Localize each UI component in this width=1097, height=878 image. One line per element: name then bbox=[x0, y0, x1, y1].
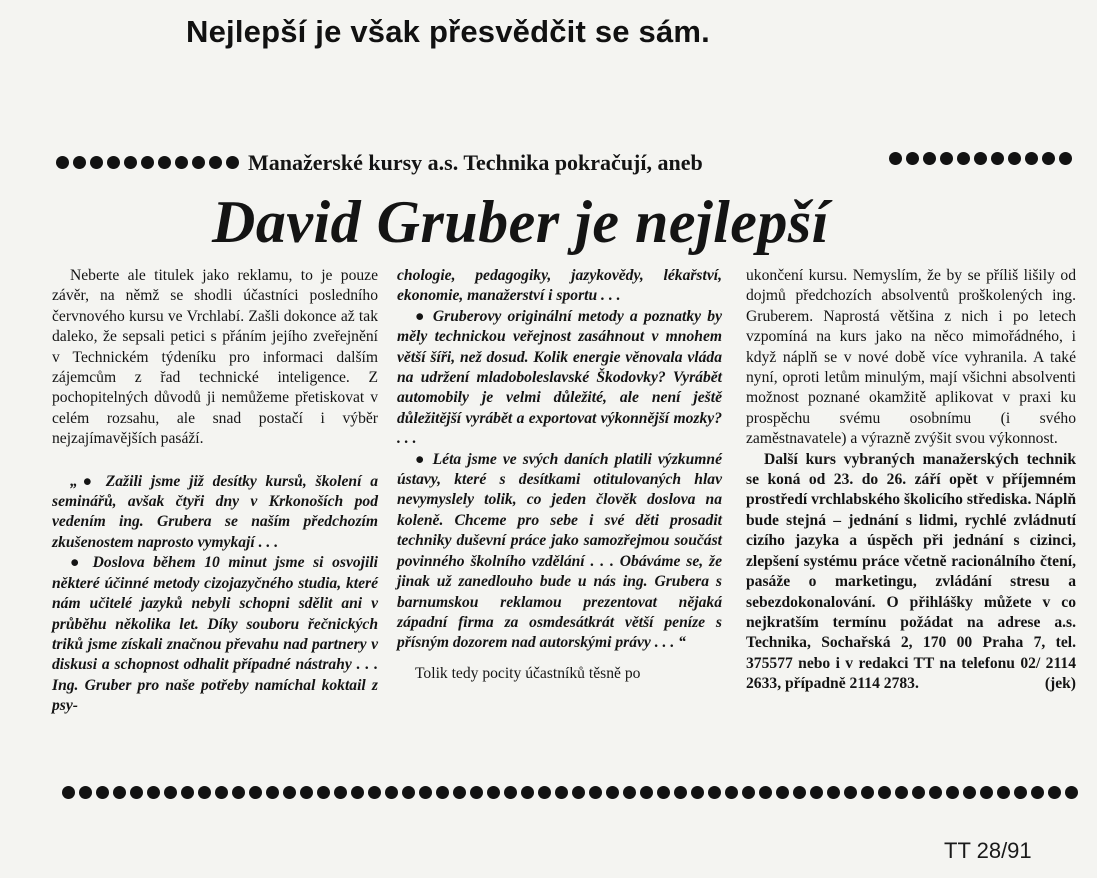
bullet-dot bbox=[192, 156, 205, 169]
bullet-dot bbox=[1014, 786, 1027, 799]
bullet-dot bbox=[725, 786, 738, 799]
bullet-dot bbox=[963, 786, 976, 799]
bullet-dot bbox=[640, 786, 653, 799]
bullet-dot bbox=[606, 786, 619, 799]
bullet-dot bbox=[974, 152, 987, 165]
bullet-dot bbox=[73, 156, 86, 169]
bullet-dot bbox=[158, 156, 171, 169]
bullet-dot bbox=[385, 786, 398, 799]
bullet-dot bbox=[56, 156, 69, 169]
bullet-dot bbox=[124, 156, 137, 169]
bullet-dot bbox=[589, 786, 602, 799]
bullet-dot bbox=[90, 156, 103, 169]
bullet-dot bbox=[946, 786, 959, 799]
bullet-dot bbox=[300, 786, 313, 799]
bullet-dot bbox=[226, 156, 239, 169]
course-notice-text: Další kurs vybraných manažerských technik se koná od 23. do 26. září opět v příjemném prostředí vrchlabského školicího střediska. Náplň bude stejná – jednání s lidmi, rychlé zvládnutí cizího jazyka a úspěch při jednání s cizinci, zlepšení systému práce včetně racionálního čtení, pasáže o marketingu, zvládání stresu a sebezdokonalování. O přihlášky můžete v co nejkratším termínu požádat na adrese a.s. Technika, Sochařská 2, 170 00 Praha 7, tel. 375577 nebo i v redakci TT na telefonu 02/ 2114 2633, případně 2114 2783. bbox=[746, 450, 1076, 693]
bullet-dot bbox=[164, 786, 177, 799]
bullet-dot bbox=[1025, 152, 1038, 165]
bullet-dot bbox=[1048, 786, 1061, 799]
bullet-dot bbox=[209, 156, 222, 169]
bullet-dot bbox=[657, 786, 670, 799]
bullet-dot bbox=[79, 786, 92, 799]
bullet-dot bbox=[215, 786, 228, 799]
quote-paragraph: ● Doslova během 10 minut jsme si osvojili některé účinné metody cizojazyčného studia, které nám učitelé jazyků nebyli schopni sdělit ani v průběhu několika let. Díky souboru řečnických triků jsme získali značnou převahu nad partnery v diskusi a schopnost odhalit případné nástrahy . . . Ing. Gruber pro naše potřeby namíchal koktail z psy- bbox=[52, 554, 378, 715]
bullet-dot bbox=[1042, 152, 1055, 165]
quote-paragraph: chologie, pedagogiky, jazykovědy, lékařství, ekonomie, manažerství i sportu . . . bbox=[397, 267, 722, 305]
bullet-dot bbox=[555, 786, 568, 799]
bullet-dot bbox=[317, 786, 330, 799]
bullet-dot bbox=[141, 156, 154, 169]
course-notice bbox=[746, 450, 1076, 695]
bullet-dot bbox=[130, 786, 143, 799]
bullet-dot bbox=[521, 786, 534, 799]
bullet-dot bbox=[1059, 152, 1072, 165]
bullet-dot bbox=[929, 786, 942, 799]
body-paragraph: ukončení kursu. Nemyslím, že by se příliš lišily od dojmů předchozích absolventů proškolených ing. Gruberem. Naprostá většina z nich i po letech vzpomíná na kurs jako na něco mimořádného, i když náplň se v nové době více vyhranila. A také nyní, oproti letům minulým, mají všichni absolventi možnost poznané okamžitě aplikovat v praxi ku prospěchu svému osobnímu (i svého zaměstnavatele) a výrazně zvýšit svou výkonnost. bbox=[746, 267, 1076, 448]
bullet-dot bbox=[504, 786, 517, 799]
bullet-dot bbox=[940, 152, 953, 165]
quote-paragraph: ● Gruberovy originální metody a poznatky by měly technickou veřejnost zasáhnout v mnohem větší šíři, než dosud. Kolik energie věnovala vláda na udržení mladoboleslavské Škodovky? Vyrábět automobily je velmi důležité, ale není ještě důležitější vyrábět a exportovat výkonnější mozky? . . . bbox=[397, 307, 722, 448]
bullet-dot bbox=[906, 152, 919, 165]
dot-rule-bottom bbox=[62, 786, 1078, 799]
bullet-dot bbox=[923, 152, 936, 165]
quote-paragraph: „● Zažili jsme již desítky kursů, školení a seminářů, avšak čtyři dny v Krkonoších pod vedením ing. Grubera se naším předchozím zkušenostem naprosto vymykají . . . bbox=[52, 472, 378, 551]
bullet-dot bbox=[742, 786, 755, 799]
bullet-dot bbox=[453, 786, 466, 799]
bullet-dot bbox=[487, 786, 500, 799]
bullet-dot bbox=[991, 152, 1004, 165]
article-title: David Gruber je nejlepší bbox=[212, 189, 829, 255]
bullet-dot bbox=[470, 786, 483, 799]
column-1 bbox=[52, 266, 378, 717]
bullet-dot bbox=[96, 786, 109, 799]
bullet-dot bbox=[249, 786, 262, 799]
bullet-dot bbox=[62, 786, 75, 799]
bullet-dot bbox=[107, 156, 120, 169]
bullet-dot bbox=[912, 786, 925, 799]
bullet-dot bbox=[436, 786, 449, 799]
bullet-dot bbox=[957, 152, 970, 165]
bullet-dot bbox=[878, 786, 891, 799]
bullet-dot bbox=[759, 786, 772, 799]
issue-reference: TT 28/91 bbox=[944, 838, 1032, 863]
bullet-dot bbox=[147, 786, 160, 799]
bullet-dot bbox=[175, 156, 188, 169]
bullet-dot bbox=[113, 786, 126, 799]
bullet-dot bbox=[997, 786, 1010, 799]
bullet-dot bbox=[419, 786, 432, 799]
bullet-dot bbox=[691, 786, 704, 799]
bullet-dot bbox=[538, 786, 551, 799]
bullet-dot bbox=[674, 786, 687, 799]
column-2 bbox=[397, 266, 722, 684]
dot-rule-right bbox=[889, 152, 1072, 165]
bullet-dot bbox=[283, 786, 296, 799]
bullet-dot bbox=[708, 786, 721, 799]
kicker: Manažerské kursy a.s. Technika pokračují, aneb bbox=[248, 150, 703, 175]
author-signature: (jek) bbox=[1044, 675, 1076, 693]
bullet-dot bbox=[198, 786, 211, 799]
bullet-dot bbox=[181, 786, 194, 799]
bullet-dot bbox=[810, 786, 823, 799]
bullet-dot bbox=[266, 786, 279, 799]
bullet-dot bbox=[1008, 152, 1021, 165]
bullet-dot bbox=[844, 786, 857, 799]
bullet-dot bbox=[1065, 786, 1078, 799]
intro-paragraph: Neberte ale titulek jako reklamu, to je pouze závěr, na němž se shodli účastníci posledního červnového kursu ve Vrchlabí. Zašli dokonce až tak daleko, že sepsali petici s přáním jejího zveřejnění v Technickém týdeníku pro informaci dalším zájemcům z řad technické inteligence. Z pochopitelných důvodů ji nemůžeme přetiskovat v celém rozsahu, ale snad postačí i výběr nejzajímavějších pasáží. bbox=[52, 267, 378, 448]
bullet-dot bbox=[232, 786, 245, 799]
dot-rule-left bbox=[56, 156, 239, 169]
bullet-dot bbox=[351, 786, 364, 799]
top-headline: Nejlepší je však přesvědčit se sám. bbox=[186, 14, 710, 49]
bullet-dot bbox=[572, 786, 585, 799]
bullet-dot bbox=[793, 786, 806, 799]
column-3 bbox=[746, 266, 1076, 695]
bullet-dot bbox=[827, 786, 840, 799]
bullet-dot bbox=[1031, 786, 1044, 799]
quote-paragraph: ● Léta jsme ve svých daních platili výzkumné ústavy, které s desítkami otitulovaných hlav nevymyslely tolik, co jeden člověk doslova na koleně. Chceme pro sebe i své děti prosadit techniky duševní práce jako samozřejmou součást povinného školního vzdělání . . . Obáváme se, že jinak už zanedlouho bude u nás ing. Grubera s barnumskou reklamou prezentovat nějaká západní firma za osmdesátkrát větší peníze s přísným dozorem nad autorskými právy . . . “ bbox=[397, 450, 722, 652]
bullet-dot bbox=[776, 786, 789, 799]
body-paragraph: Tolik tedy pocity účastníků těsně po bbox=[415, 664, 641, 682]
bullet-dot bbox=[889, 152, 902, 165]
bullet-dot bbox=[402, 786, 415, 799]
bullet-dot bbox=[861, 786, 874, 799]
bullet-dot bbox=[895, 786, 908, 799]
bullet-dot bbox=[334, 786, 347, 799]
bullet-dot bbox=[623, 786, 636, 799]
bullet-dot bbox=[980, 786, 993, 799]
bullet-dot bbox=[368, 786, 381, 799]
